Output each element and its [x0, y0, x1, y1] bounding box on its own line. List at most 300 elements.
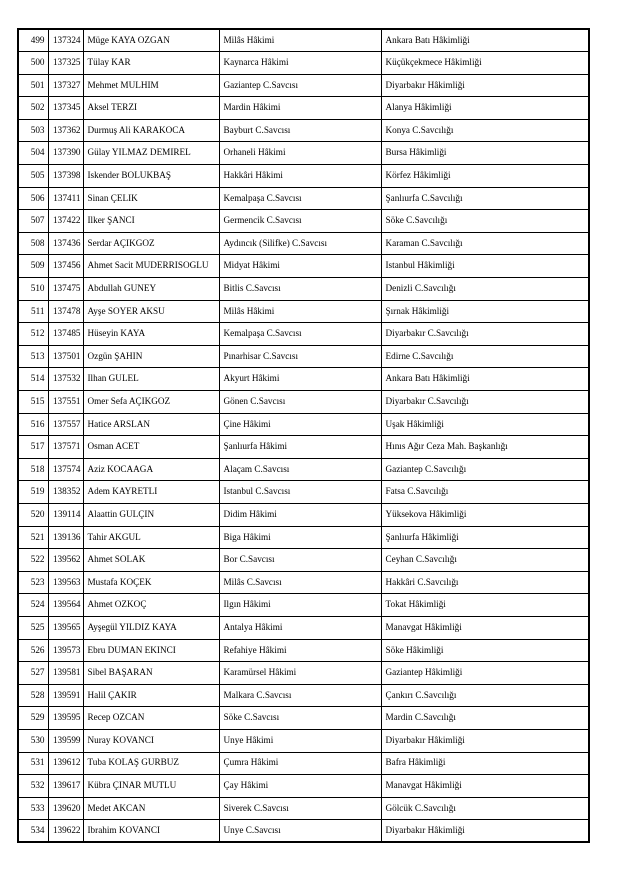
row-number-cell: [18, 684, 48, 707]
registry-number-text: 139591: [52, 690, 81, 700]
person-name-cell: [83, 119, 219, 142]
current-post-cell: [219, 345, 381, 368]
row-number-text: 533: [30, 803, 45, 813]
person-name-text: İbrahim KOVANCI: [87, 826, 161, 835]
current-post-cell: [219, 97, 381, 120]
current-post-text: Refahiye Hâkimi: [223, 645, 287, 655]
new-post-text: Çankırı C.Savcılığı: [385, 690, 457, 700]
row-number-cell: [18, 616, 48, 639]
table-row: [18, 300, 589, 323]
row-number-text: 515: [30, 396, 45, 406]
new-post-cell: [381, 368, 589, 391]
person-name-cell: [83, 300, 219, 323]
new-post-cell: [381, 255, 589, 278]
person-name-text: Nuray KOVANCI: [87, 735, 154, 745]
row-number-text: 524: [30, 600, 45, 610]
current-post-cell: [219, 752, 381, 775]
person-name-text: Tuba KOLAŞ GÜRBÜZ: [87, 758, 180, 768]
new-post-cell: [381, 820, 589, 843]
new-post-cell: [381, 729, 589, 752]
new-post-cell: [381, 391, 589, 414]
current-post-cell: [219, 413, 381, 436]
row-number-text: 511: [31, 306, 45, 316]
registry-number-text: 137327: [52, 80, 81, 90]
row-number-text: 534: [30, 826, 45, 835]
person-name-cell: [83, 74, 219, 97]
registry-number-text: 139564: [52, 600, 81, 610]
row-number-text: 516: [30, 419, 45, 429]
person-name-text: İlker ŞANCI: [87, 216, 135, 226]
registry-number-text: 139620: [52, 803, 81, 813]
row-number-text: 510: [30, 284, 45, 293]
registry-number-cell: [48, 526, 83, 549]
row-number-cell: [18, 300, 48, 323]
registry-number-text: 139599: [52, 735, 81, 745]
new-post-text: Hakkâri C.Savcılığı: [385, 577, 459, 587]
row-number-text: 499: [30, 35, 45, 45]
row-number-cell: [18, 639, 48, 662]
table-row: [18, 255, 589, 278]
table-row: [18, 797, 589, 820]
row-number-cell: [18, 571, 48, 594]
new-post-text: Uşak Hâkimliği: [385, 419, 444, 429]
current-post-cell: [219, 458, 381, 481]
registry-number-cell: [48, 571, 83, 594]
row-number-text: 525: [30, 622, 45, 632]
registry-number-cell: [48, 368, 83, 391]
new-post-cell: [381, 707, 589, 730]
registry-number-text: 137475: [52, 284, 81, 293]
person-name-cell: [83, 639, 219, 662]
person-name-text: Gülay YILMAZ DEMİREL: [87, 148, 191, 158]
person-name-text: Aziz KOCAAĞA: [87, 464, 154, 474]
row-number-text: 527: [30, 668, 45, 678]
registry-number-cell: [48, 74, 83, 97]
new-post-text: Manavgat Hâkimliği: [385, 781, 462, 791]
registry-number-cell: [48, 142, 83, 165]
new-post-text: Alanya Hâkimliği: [385, 103, 452, 113]
row-number-text: 519: [30, 487, 45, 497]
table-row: [18, 684, 589, 707]
person-name-cell: [83, 413, 219, 436]
current-post-text: Hakkâri Hâkimi: [223, 171, 283, 181]
current-post-cell: [219, 639, 381, 662]
current-post-cell: [219, 119, 381, 142]
current-post-text: Gönen C.Savcısı: [223, 396, 286, 406]
registry-number-text: 139595: [52, 713, 81, 723]
registry-number-cell: [48, 639, 83, 662]
registry-number-text: 137478: [52, 306, 81, 316]
person-name-text: Özgün ŞAHİN: [87, 351, 143, 361]
new-post-text: Konya C.Savcılığı: [385, 125, 454, 135]
row-number-cell: [18, 752, 48, 775]
person-name-text: Sibel BAŞARAN: [87, 668, 153, 678]
registry-number-text: 137571: [52, 442, 81, 452]
registry-number-text: 139622: [52, 826, 81, 835]
table-row: [18, 775, 589, 798]
row-number-text: 529: [30, 713, 45, 723]
person-name-text: Tülay KAR: [87, 58, 131, 68]
new-post-cell: [381, 97, 589, 120]
person-name-text: Hüseyin KAYA: [87, 329, 146, 339]
registry-number-cell: [48, 707, 83, 730]
person-name-text: Alaattin GÜLÇİN: [87, 509, 155, 519]
person-name-cell: [83, 684, 219, 707]
new-post-cell: [381, 74, 589, 97]
new-post-cell: [381, 503, 589, 526]
current-post-cell: [219, 797, 381, 820]
new-post-text: Mardin C.Savcılığı: [385, 713, 456, 723]
person-name-text: Halil ÇAKIR: [87, 690, 137, 700]
new-post-cell: [381, 639, 589, 662]
row-number-text: 521: [30, 532, 45, 542]
registry-number-text: 137436: [52, 238, 81, 248]
current-post-cell: [219, 165, 381, 188]
row-number-cell: [18, 775, 48, 798]
current-post-text: Kemalpaşa C.Savcısı: [223, 193, 302, 203]
person-name-cell: [83, 662, 219, 685]
row-number-cell: [18, 345, 48, 368]
person-name-text: Mehmet MÜLHİM: [87, 80, 159, 90]
row-number-cell: [18, 820, 48, 843]
current-post-cell: [219, 300, 381, 323]
current-post-cell: [219, 210, 381, 233]
registry-number-text: 137325: [52, 58, 81, 68]
new-post-cell: [381, 300, 589, 323]
registry-number-text: 139612: [52, 758, 81, 768]
person-name-cell: [83, 278, 219, 301]
new-post-cell: [381, 549, 589, 572]
new-post-text: Bursa Hâkimliği: [385, 148, 447, 158]
row-number-cell: [18, 142, 48, 165]
row-number-cell: [18, 729, 48, 752]
row-number-cell: [18, 549, 48, 572]
new-post-cell: [381, 458, 589, 481]
new-post-cell: [381, 210, 589, 233]
person-name-cell: [83, 142, 219, 165]
row-number-cell: [18, 278, 48, 301]
person-name-cell: [83, 616, 219, 639]
row-number-text: 520: [30, 509, 45, 519]
registry-number-text: 137532: [52, 374, 81, 384]
person-name-cell: [83, 797, 219, 820]
person-name-text: Ayşegül YILDIZ KAYA: [87, 622, 177, 632]
table-row: [18, 278, 589, 301]
current-post-cell: [219, 368, 381, 391]
current-post-text: Orhaneli Hâkimi: [223, 148, 286, 158]
new-post-text: Gaziantep C.Savcılığı: [385, 464, 467, 474]
new-post-cell: [381, 187, 589, 210]
table-row: [18, 232, 589, 255]
table-row: [18, 323, 589, 346]
person-name-text: Ayşe SOYER AKSU: [87, 306, 165, 316]
table-row: [18, 413, 589, 436]
row-number-text: 522: [30, 555, 45, 565]
current-post-text: Bor C.Savcısı: [223, 555, 275, 565]
new-post-cell: [381, 323, 589, 346]
row-number-text: 532: [30, 781, 45, 791]
person-name-text: Ahmet Sacit MÜDERRİSOĞLU: [87, 261, 209, 271]
person-name-cell: [83, 165, 219, 188]
new-post-text: Ceyhan C.Savcılığı: [385, 555, 457, 565]
table-row: [18, 616, 589, 639]
new-post-cell: [381, 52, 589, 75]
current-post-cell: [219, 707, 381, 730]
current-post-text: Şanlıurfa Hâkimi: [223, 442, 288, 452]
row-number-cell: [18, 797, 48, 820]
new-post-text: Küçükçekmece Hâkimliği: [385, 58, 482, 68]
person-name-cell: [83, 210, 219, 233]
person-name-text: Kübra ÇİNAR MUTLU: [87, 781, 177, 791]
registry-number-cell: [48, 616, 83, 639]
new-post-text: Bafra Hâkimliği: [385, 758, 446, 768]
current-post-text: Milâs Hâkimi: [223, 306, 275, 316]
person-name-cell: [83, 458, 219, 481]
current-post-text: Çumra Hâkimi: [223, 758, 279, 768]
new-post-cell: [381, 481, 589, 504]
new-post-text: Ankara Batı Hâkimliği: [385, 374, 470, 384]
registry-number-cell: [48, 413, 83, 436]
new-post-cell: [381, 752, 589, 775]
person-name-text: Ahmet ÖZKOÇ: [87, 600, 147, 610]
current-post-text: Bitlis C.Savcısı: [223, 284, 281, 293]
person-name-text: Recep ÖZCAN: [87, 713, 145, 723]
new-post-cell: [381, 142, 589, 165]
current-post-text: Alaçam C.Savcısı: [223, 464, 290, 474]
current-post-cell: [219, 187, 381, 210]
table-row: [18, 662, 589, 685]
current-post-cell: [219, 594, 381, 617]
table-row: [18, 549, 589, 572]
registry-number-cell: [48, 684, 83, 707]
current-post-text: Milâs Hâkimi: [223, 35, 275, 45]
registry-number-cell: [48, 594, 83, 617]
row-number-text: 500: [30, 58, 45, 68]
registry-number-cell: [48, 481, 83, 504]
row-number-text: 517: [30, 442, 45, 452]
current-post-text: Bayburt C.Savcısı: [223, 125, 291, 135]
person-name-text: Müge KAYA ÖZGAN: [87, 35, 170, 45]
person-name-text: Abdullah GÜNEY: [87, 284, 157, 293]
row-number-cell: [18, 368, 48, 391]
registry-number-cell: [48, 436, 83, 459]
new-post-text: Manavgat Hâkimliği: [385, 622, 462, 632]
row-number-cell: [18, 458, 48, 481]
person-name-cell: [83, 752, 219, 775]
new-post-cell: [381, 165, 589, 188]
new-post-cell: [381, 594, 589, 617]
registry-number-text: 139573: [52, 645, 81, 655]
new-post-text: Şanlıurfa C.Savcılığı: [385, 193, 463, 203]
row-number-text: 531: [30, 758, 45, 768]
registry-number-cell: [48, 549, 83, 572]
registry-number-text: 139581: [52, 668, 81, 678]
new-post-cell: [381, 571, 589, 594]
registry-number-cell: [48, 255, 83, 278]
current-post-text: İstanbul C.Savcısı: [223, 487, 291, 497]
table-row: [18, 119, 589, 142]
person-name-cell: [83, 549, 219, 572]
new-post-cell: [381, 526, 589, 549]
registry-number-text: 137501: [52, 351, 81, 361]
row-number-text: 530: [30, 735, 45, 745]
row-number-cell: [18, 662, 48, 685]
current-post-cell: [219, 684, 381, 707]
new-post-text: Söke C.Savcılığı: [385, 216, 448, 226]
registry-number-text: 137456: [52, 261, 81, 271]
registry-number-cell: [48, 820, 83, 843]
registry-number-cell: [48, 662, 83, 685]
table-row: [18, 729, 589, 752]
row-number-text: 507: [30, 216, 45, 226]
row-number-text: 514: [30, 374, 45, 384]
person-name-cell: [83, 391, 219, 414]
row-number-cell: [18, 594, 48, 617]
new-post-cell: [381, 775, 589, 798]
person-name-text: Ebru DUMAN EKİNCİ: [87, 645, 176, 655]
current-post-text: Söke C.Savcısı: [223, 713, 280, 723]
new-post-text: Edirne C.Savcılığı: [385, 351, 454, 361]
registry-number-text: 139617: [52, 781, 81, 791]
new-post-text: Söke Hâkimliği: [385, 645, 444, 655]
current-post-text: Ünye C.Savcısı: [223, 826, 281, 835]
person-name-text: İskender BÖLÜKBAŞ: [87, 171, 171, 181]
registry-number-cell: [48, 29, 83, 52]
person-name-cell: [83, 232, 219, 255]
assignment-table: [17, 28, 590, 843]
current-post-text: Pınarhisar C.Savcısı: [223, 351, 299, 361]
row-number-text: 501: [30, 80, 45, 90]
new-post-cell: [381, 119, 589, 142]
table-row: [18, 52, 589, 75]
row-number-cell: [18, 187, 48, 210]
current-post-cell: [219, 571, 381, 594]
table-row: [18, 391, 589, 414]
registry-number-cell: [48, 345, 83, 368]
row-number-cell: [18, 119, 48, 142]
current-post-text: Germencik C.Savcısı: [223, 216, 302, 226]
person-name-text: Osman ACET: [87, 442, 140, 452]
person-name-text: Tahir AKGÜL: [87, 532, 141, 542]
new-post-text: Diyarbakır C.Savcılığı: [385, 329, 469, 339]
registry-number-text: 137411: [53, 193, 81, 203]
current-post-text: Antalya Hâkimi: [223, 622, 283, 632]
current-post-cell: [219, 481, 381, 504]
new-post-text: Gaziantep Hâkimliği: [385, 668, 463, 678]
registry-number-text: 137398: [52, 171, 81, 181]
current-post-cell: [219, 278, 381, 301]
current-post-text: Akyurt Hâkimi: [223, 374, 280, 384]
current-post-text: Çine Hâkimi: [223, 419, 271, 429]
table-row: [18, 594, 589, 617]
new-post-cell: [381, 797, 589, 820]
current-post-cell: [219, 142, 381, 165]
new-post-cell: [381, 662, 589, 685]
table-row: [18, 165, 589, 188]
person-name-cell: [83, 345, 219, 368]
new-post-cell: [381, 684, 589, 707]
row-number-cell: [18, 29, 48, 52]
table-row: [18, 74, 589, 97]
current-post-text: Midyat Hâkimi: [223, 261, 280, 271]
row-number-cell: [18, 74, 48, 97]
new-post-text: Fatsa C.Savcılığı: [385, 487, 449, 497]
person-name-cell: [83, 820, 219, 843]
current-post-cell: [219, 662, 381, 685]
row-number-cell: [18, 97, 48, 120]
table-row: [18, 187, 589, 210]
registry-number-text: 139562: [52, 555, 81, 565]
current-post-text: Aydıncık (Silifke) C.Savcısı: [223, 238, 328, 248]
table-row: [18, 210, 589, 233]
person-name-cell: [83, 481, 219, 504]
registry-number-text: 137485: [52, 329, 81, 339]
row-number-text: 504: [30, 148, 45, 158]
row-number-text: 503: [30, 125, 45, 135]
new-post-cell: [381, 436, 589, 459]
current-post-cell: [219, 526, 381, 549]
new-post-text: Körfez Hâkimliği: [385, 171, 451, 181]
registry-number-cell: [48, 775, 83, 798]
row-number-text: 513: [30, 351, 45, 361]
registry-number-cell: [48, 729, 83, 752]
new-post-cell: [381, 616, 589, 639]
row-number-text: 508: [30, 238, 45, 248]
registry-number-cell: [48, 458, 83, 481]
row-number-text: 506: [30, 193, 45, 203]
table-row: [18, 142, 589, 165]
registry-number-cell: [48, 232, 83, 255]
registry-number-cell: [48, 300, 83, 323]
registry-number-cell: [48, 752, 83, 775]
current-post-cell: [219, 775, 381, 798]
person-name-cell: [83, 323, 219, 346]
registry-number-text: 138352: [52, 487, 81, 497]
registry-number-text: 137551: [52, 396, 81, 406]
registry-number-cell: [48, 165, 83, 188]
registry-number-cell: [48, 278, 83, 301]
row-number-text: 505: [30, 171, 45, 181]
current-post-text: Ilgın Hâkimi: [223, 600, 271, 610]
current-post-cell: [219, 436, 381, 459]
current-post-text: Milâs C.Savcısı: [223, 577, 282, 587]
current-post-cell: [219, 549, 381, 572]
row-number-cell: [18, 526, 48, 549]
person-name-cell: [83, 571, 219, 594]
registry-number-text: 137390: [52, 148, 81, 158]
person-name-cell: [83, 775, 219, 798]
new-post-text: Yüksekova Hâkimliği: [385, 509, 467, 519]
registry-number-cell: [48, 52, 83, 75]
registry-number-text: 139565: [52, 622, 81, 632]
new-post-text: Hınıs Ağır Ceza Mah. Başkanlığı: [385, 442, 508, 452]
registry-number-text: 139136: [52, 532, 81, 542]
registry-number-cell: [48, 797, 83, 820]
registry-number-cell: [48, 97, 83, 120]
person-name-cell: [83, 52, 219, 75]
table-row: [18, 29, 589, 52]
new-post-text: İstanbul Hâkimliği: [385, 261, 455, 271]
table-row: [18, 345, 589, 368]
new-post-text: Gölcük C.Savcılığı: [385, 803, 456, 813]
new-post-text: Şanlıurfa Hâkimliği: [385, 532, 459, 542]
table-row: [18, 481, 589, 504]
registry-number-text: 137362: [52, 125, 81, 135]
row-number-text: 523: [30, 577, 45, 587]
row-number-cell: [18, 707, 48, 730]
registry-number-cell: [48, 323, 83, 346]
row-number-cell: [18, 413, 48, 436]
